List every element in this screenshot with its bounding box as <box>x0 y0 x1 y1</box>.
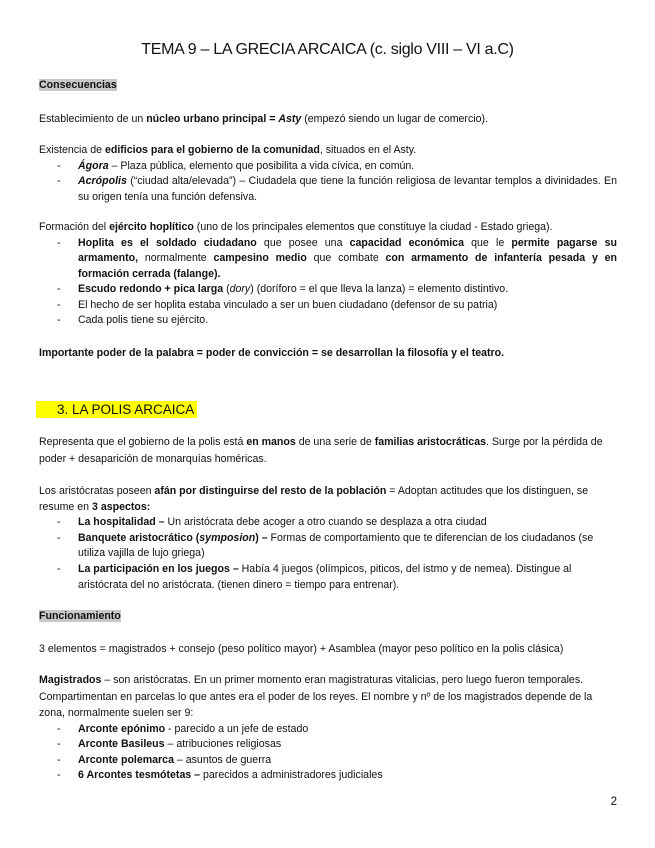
consecuencias-paragraph-4: Importante poder de la palabra = poder de convicción = se desarrollan la filosofía y el teatro. <box>39 347 505 359</box>
list-item: - Banquete aristocrático (symposion) – Formas de comportamiento que te diferencian de los ciudadanos (se utiliza vajilla de lujo griega) <box>78 531 617 562</box>
funcionamiento-paragraph-1: 3 elementos = magistrados + consejo (peso político mayor) + Asamblea (mayor peso político en la polis clásica) <box>39 643 564 655</box>
list-item: - Arconte Basileus – atribuciones religiosas <box>78 737 617 753</box>
consecuencias-paragraph-3: Formación del ejército hoplítico (uno de los principales elementos que constituye la ciudad - Estado griega). - Hoplita es el soldado ciudadano que posee una capacidad económica que le permite pagarse su armamento, normalmente campesino medio que combate con armamento de infantería pesada y en formación cerrada (falange). - Escudo redondo + pica larga (dory) (doríforo = el que lleva la lanza) = elemento distintivo. - El hecho de ser hoplita estaba vinculado a ser un buen ciudadano (defensor de su patria) - Cada polis tiene su ejército. <box>39 220 617 329</box>
list-item: - La participación en los juegos – Había 4 juegos (olímpicos, piticos, del istmo y de nemea). Distingue al aristócrata del no aristócrata. (tienen dinero = tiempo para entrenar). <box>78 562 617 593</box>
list-item: - Arconte epónimo - parecido a un jefe de estado <box>78 722 617 738</box>
polis-heading: 3. LA POLIS ARCAICA <box>39 400 617 420</box>
list-item: - Arconte polemarca – asuntos de guerra <box>78 753 617 769</box>
funcionamiento-heading: Funcionamiento <box>39 610 121 622</box>
polis-paragraph-2: Los aristócratas poseen afán por distinguirse del resto de la población = Adoptan actitudes que los distinguen, se resume en 3 aspectos: - La hospitalidad – Un aristócrata debe acoger a otro cuando se desplaza a otra ciudad - Banquete aristocrático (symposion) – Formas de comportamiento que te diferencian de los ciudadanos (se utiliza vajilla de lujo griega) - La participación en los juegos – Había 4 juegos (olímpicos, piticos, del istmo y de nemea). Distingue al aristócrata del no aristócrata. (tienen dinero = tiempo para entrenar). <box>39 483 617 594</box>
list-item: - Hoplita es el soldado ciudadano que posee una capacidad económica que le permite pagarse su armamento, normalmente campesino medio que combate con armamento de infantería pesada y en formación cerrada (falange). <box>78 236 617 283</box>
list-item: - 6 Arcontes tesmótetas – parecidos a administradores judiciales <box>78 768 617 784</box>
list-item: - El hecho de ser hoplita estaba vinculado a ser un buen ciudadano (defensor de su patria) <box>78 298 617 314</box>
polis-paragraph-1: Representa que el gobierno de la polis está en manos de una serie de familias aristocráticas. Surge por la pérdida de poder + desaparición de monarquías homéricas. <box>39 436 603 465</box>
consecuencias-heading: Consecuencias <box>39 79 117 91</box>
consecuencias-paragraph-1: Establecimiento de un núcleo urbano principal = Asty (empezó siendo un lugar de comercio). <box>39 113 488 125</box>
funcionamiento-paragraph-2: Magistrados – son aristócratas. En un primer momento eran magistraturas vitalicias, pero luego fueron temporales. Compartimentan en parcelas lo que antes era el poder de los reyes. El nombre y nº de los magistrados depende de la zona, normalmente suelen ser 9: - Arconte epónimo - parecido a un jefe de estado - Arconte Basileus – atribuciones religiosas - Arconte polemarca – asuntos de guerra - 6 Arcontes tesmótetas – parecidos a administradores judiciales <box>39 672 617 784</box>
list-item: - Cada polis tiene su ejército. <box>78 313 617 329</box>
consecuencias-paragraph-2: Existencia de edificios para el gobierno de la comunidad, situados en el Asty. - Ágora – Plaza pública, elemento que posibilita a vida cívica, en común. - Acrópolis (“ciudad alta/elevada”) – Ciudadela que tiene la función religiosa de levantar templos a divinidades. En su origen tenía una función defensiva. <box>39 143 617 205</box>
page-title: TEMA 9 – LA GRECIA ARCAICA (c. siglo VIII – VI a.C) <box>141 41 514 58</box>
list-item: - Acrópolis (“ciudad alta/elevada”) – Ciudadela que tiene la función religiosa de levantar templos a divinidades. En su origen tenía una función defensiva. <box>78 174 617 205</box>
list-item: - Escudo redondo + pica larga (dory) (doríforo = el que lleva la lanza) = elemento distintivo. <box>78 282 617 298</box>
page-number: 2 <box>610 796 617 808</box>
list-item: - La hospitalidad – Un aristócrata debe acoger a otro cuando se desplaza a otra ciudad <box>78 515 617 531</box>
list-item: - Ágora – Plaza pública, elemento que posibilita a vida cívica, en común. <box>78 159 617 175</box>
